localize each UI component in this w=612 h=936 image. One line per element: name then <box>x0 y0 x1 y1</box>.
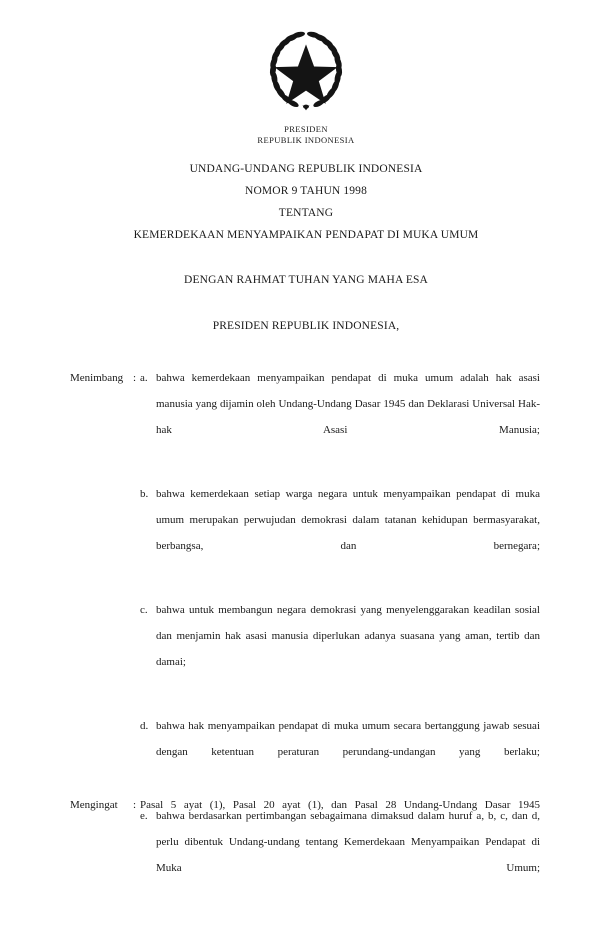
title-law-name: UNDANG-UNDANG REPUBLIK INDONESIA <box>189 163 423 175</box>
mengingat-colon: : <box>133 799 137 811</box>
clause-text: bahwa untuk membangun negara demokrasi yang menyelenggarakan keadilan sosial dan menjamin hak asasi manusia diperlukan adanya suasana yang aman, tertib dan damai; <box>156 604 540 668</box>
mengingat-section <box>70 792 540 844</box>
mengingat-row <box>70 792 540 844</box>
menimbang-colon: : <box>133 372 137 384</box>
title-law-number: NOMOR 9 TAHUN 1998 <box>244 185 367 197</box>
clause-text: bahwa berdasarkan pertimbangan sebagaimana dimaksud dalam huruf a, b, c, dan d, perlu dibentuk Undang-undang tentang Kemerdekaan Menyampaikan Pendapat di Muka Umum; <box>156 810 540 874</box>
authority-line: PRESIDEN REPUBLIK INDONESIA, <box>212 320 400 332</box>
menimbang-label: Menimbang <box>70 372 124 384</box>
clause-marker: d. <box>140 720 149 732</box>
clause-item <box>140 597 540 701</box>
emblem-block <box>0 26 612 145</box>
clause-text: bahwa kemerdekaan menyampaikan pendapat di muka umum adalah hak asasi manusia yang dijamin oleh Undang-Undang Dasar 1945 dan Deklarasi Universal Hak-hak Asasi Manusia; <box>156 372 540 436</box>
clause-text: bahwa kemerdekaan setiap warga negara untuk menyampaikan pendapat di muka umum merupakan perwujudan demokrasi dalam tatanan kehidupan bermasyarakat, berbangsa, dan bernegara; <box>156 488 540 552</box>
emblem-caption <box>0 124 612 145</box>
invocation-line: DENGAN RAHMAT TUHAN YANG MAHA ESA <box>183 274 428 286</box>
document-title-block <box>0 158 612 246</box>
clause-marker: e. <box>140 810 148 822</box>
clause-marker: c. <box>140 604 148 616</box>
emblem-caption-line-2: REPUBLIK INDONESIA <box>257 134 355 145</box>
clause-marker: a. <box>140 372 148 384</box>
title-about-label: TENTANG <box>278 207 334 219</box>
clause-item <box>140 365 540 469</box>
clause-marker: b. <box>140 488 149 500</box>
presidential-star-wreath-icon <box>260 26 352 114</box>
emblem-caption-line-1: PRESIDEN <box>284 124 328 134</box>
clause-item <box>140 713 540 791</box>
mengingat-text: Pasal 5 ayat (1), Pasal 20 ayat (1), dan Pasal 28 Undang-Undang Dasar 1945 <box>140 799 540 811</box>
clause-text: bahwa hak menyampaikan pendapat di muka umum secara bertanggung jawab sesuai dengan ketentuan peraturan perundang-undangan yang berlaku; <box>156 720 540 758</box>
mengingat-body <box>140 792 540 844</box>
title-law-subject: KEMERDEKAAN MENYAMPAIKAN PENDAPAT DI MUKA UMUM <box>133 229 479 241</box>
clause-item <box>140 481 540 585</box>
mengingat-label: Mengingat <box>70 799 118 811</box>
